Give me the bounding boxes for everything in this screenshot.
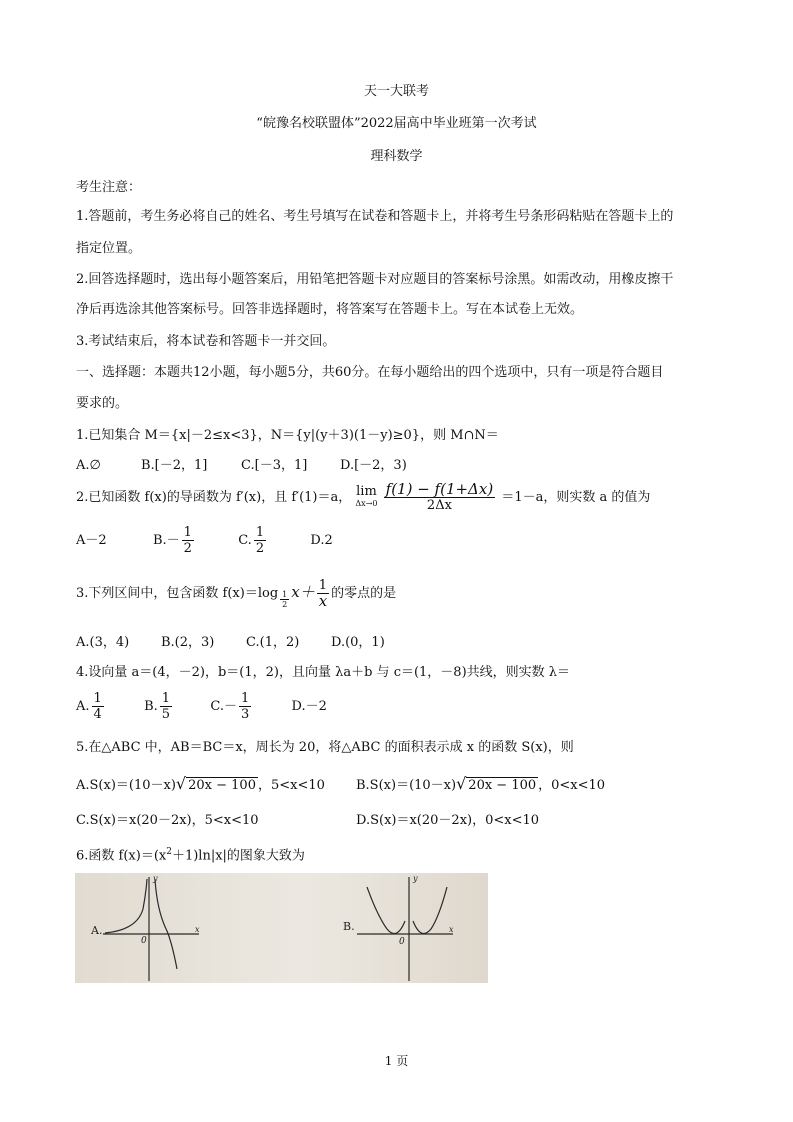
q3-log-base-num: 1 xyxy=(282,590,288,599)
q2-stem-post: ＝1－a，则实数 a 的值为 xyxy=(501,490,651,505)
q1-option-a: A.∅ xyxy=(76,458,101,473)
q4-option-c-num: 1 xyxy=(240,691,250,706)
q1-option-d: D.[－2，3) xyxy=(340,458,407,473)
notice-item3: 3.考试结束后，将本试卷和答题卡一并交回。 xyxy=(76,334,336,349)
q2-option-c xyxy=(238,525,268,556)
q2-option-c-prefix: C. xyxy=(238,533,252,548)
graph-a-curve-right xyxy=(155,879,177,969)
notice-item1-line2: 指定位置。 xyxy=(76,241,142,256)
q5-option-b-post: ，0<x<10 xyxy=(538,778,606,793)
q3-var: x＋ xyxy=(291,583,315,601)
page-number: 1 页 xyxy=(384,1054,409,1068)
graph-a-curve-left xyxy=(105,879,147,933)
graph-b-label: B. xyxy=(343,920,355,933)
q5-option-a-post: ，5<x<10 xyxy=(257,778,325,793)
q5-option-b-radical: √ xyxy=(456,774,467,793)
q4-option-b-num: 1 xyxy=(161,691,171,706)
q5-option-b-pre: B.S(x)＝(10－x) xyxy=(356,778,457,793)
q4-option-d: D.－2 xyxy=(291,699,327,714)
q2-limit xyxy=(355,483,378,510)
graph-a-label: A. xyxy=(91,924,103,937)
q2-option-b-prefix: B.－ xyxy=(152,533,180,548)
q3-log: log xyxy=(257,586,279,601)
q2-option-b xyxy=(152,525,196,556)
q4-option-c-frac xyxy=(239,691,251,722)
q4-option-b-frac xyxy=(160,691,172,722)
graph-b-x-label: x xyxy=(449,925,454,934)
q4-option-a-den: 4 xyxy=(93,707,102,722)
q2-limit-sub: Δx→0 xyxy=(355,498,378,508)
q6-stem-post: ＋1)ln|x|的图象大致为 xyxy=(171,848,305,864)
notice-title: 考生注意： xyxy=(76,180,142,195)
q4-option-b xyxy=(144,691,174,722)
q2-option-c-frac xyxy=(254,525,266,556)
q1-stem: 1.已知集合 M＝{x|－2≤x<3}，N＝{y|(y＋3)(1－y)≥0}，则 M∩N＝ xyxy=(76,428,499,443)
q3-option-a: A.(3，4) xyxy=(76,635,130,650)
q6-graph-photo xyxy=(75,873,488,983)
q4-option-b-den: 5 xyxy=(161,707,171,722)
q2-fraction-num: f(1) − f(1+Δx) xyxy=(385,480,494,498)
q4-option-c-prefix: C.－ xyxy=(210,699,237,714)
q3-fraction-den: x xyxy=(318,592,328,610)
q1-option-c: C.[－3，1] xyxy=(241,458,308,473)
q6-graph-svg xyxy=(75,873,488,983)
q2-fraction-den: 2Δx xyxy=(426,498,452,513)
q2-option-b-num: 1 xyxy=(183,525,192,540)
q2-stem xyxy=(76,482,650,513)
notice-item2-line2: 净后再选涂其他答案标号。回答非选择题时，将答案写在答题卡上。写在本试卷上无效。 xyxy=(76,302,584,317)
q5-option-b xyxy=(356,776,605,794)
graph-a-origin: 0 xyxy=(141,936,147,946)
q6-stem xyxy=(76,844,305,864)
q3-stem xyxy=(76,578,396,609)
q1-option-b: B.[－2，1] xyxy=(141,458,208,473)
graph-b-curve-right xyxy=(413,887,447,934)
q2-option-a: A－2 xyxy=(76,533,107,548)
notice-item1-line1: 1.答题前，考生务必将自己的姓名、考生号填写在试卷和答题卡上，并将考生号条形码粘贴在答题卡上的 xyxy=(76,209,674,224)
graph-b-y-label: y xyxy=(413,874,418,883)
q4-option-a-prefix: A. xyxy=(76,699,90,714)
q3-log-base xyxy=(280,590,289,609)
q4-option-a xyxy=(76,691,106,722)
exam-title: “皖豫名校联盟体”2022届高中毕业班第一次考试 xyxy=(256,116,537,131)
q5-option-a-pre: A.S(x)＝(10－x) xyxy=(76,778,176,793)
q4-option-b-prefix: B. xyxy=(144,699,158,714)
exam-brand: 天一大联考 xyxy=(363,84,429,99)
q3-stem-post: 的零点的是 xyxy=(331,586,397,601)
q5-stem: 5.在△ABC 中，AB＝BC＝x，周长为 20，将△ABC 的面积表示成 x 的函数 S(x)，则 xyxy=(76,740,574,755)
q2-option-c-num: 1 xyxy=(255,525,265,540)
q2-options xyxy=(76,525,333,556)
q4-option-c-den: 3 xyxy=(240,707,250,722)
q2-option-d: D.2 xyxy=(310,533,333,548)
q2-limit-word: lim xyxy=(356,483,377,499)
q5-option-b-root: 20x − 100 xyxy=(468,778,537,793)
q4-options xyxy=(76,691,327,722)
q2-option-b-frac xyxy=(182,525,194,556)
q6-stem-pre: 6.函数 f(x)＝(x xyxy=(76,848,167,864)
q5-option-a-radical: √ xyxy=(175,774,187,793)
q5-option-a-root: 20x − 100 xyxy=(188,778,256,793)
q2-stem-pre: 2.已知函数 f(x)的导函数为 f′(x)，且 f′(1)＝a， xyxy=(76,490,352,505)
q2-fraction xyxy=(384,482,496,513)
graph-a-x-label: x xyxy=(195,925,200,934)
q2-option-c-den: 2 xyxy=(255,541,265,556)
q3-fraction-num: 1 xyxy=(317,578,329,594)
graph-b-curve-left xyxy=(367,887,405,934)
q4-stem: 4.设向量 a＝(4，－2)，b＝(1，2)，且向量 λa＋b 与 c＝(1，－8)共线，则实数 λ＝ xyxy=(76,665,571,680)
q3-option-b: B.(2，3) xyxy=(161,635,215,650)
q3-option-d: D.(0，1) xyxy=(331,635,385,650)
q5-option-c: C.S(x)＝x(20－2x)，5<x<10 xyxy=(76,813,259,828)
q5-option-a xyxy=(76,776,325,794)
q4-option-a-num: 1 xyxy=(93,691,102,706)
section-heading-line2: 要求的。 xyxy=(76,396,129,411)
q4-option-a-frac xyxy=(92,691,104,722)
graph-b xyxy=(357,877,453,981)
q6-stem-sup: 2 xyxy=(166,847,172,857)
exam-subject: 理科数学 xyxy=(370,149,423,164)
section-heading-line1: 一、选择题：本题共12小题，每小题5分，共60分。在每小题给出的四个选项中，只有一项是符合题目 xyxy=(76,365,664,380)
graph-a xyxy=(103,877,199,981)
q5-option-d: D.S(x)＝x(20－2x)，0<x<10 xyxy=(356,813,540,828)
notice-item2-line1: 2.回答选择题时，选出每小题答案后，用铅笔把答题卡对应题目的答案标号涂黑。如需改动，用橡皮擦干 xyxy=(76,272,674,287)
q3-stem-pre: 3.下列区间中，包含函数 f(x)＝ xyxy=(76,586,258,601)
graph-b-origin: 0 xyxy=(399,937,405,947)
q3-option-c: C.(1，2) xyxy=(246,635,300,650)
q4-option-c xyxy=(210,691,253,722)
graph-a-y-label: y xyxy=(153,874,158,883)
q2-option-b-den: 2 xyxy=(183,541,192,556)
q3-log-base-den: 2 xyxy=(282,600,288,609)
q3-fraction xyxy=(317,578,329,609)
